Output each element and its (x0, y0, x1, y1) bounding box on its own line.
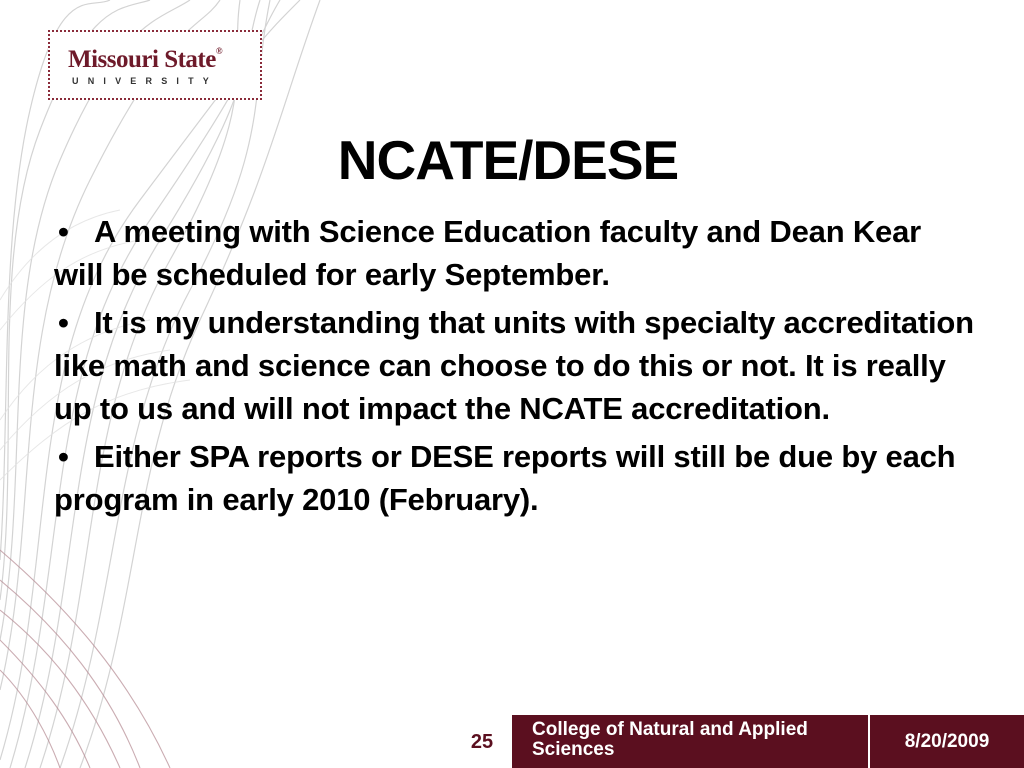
slide-title: NCATE/DESE (337, 129, 679, 191)
logo-subtitle: UNIVERSITY (72, 76, 219, 86)
bullet-item (54, 210, 974, 296)
bullet-list (54, 210, 974, 526)
bullet-item (54, 435, 974, 521)
college-name: College of Natural and Applied Sciences (532, 719, 808, 760)
bullet-marker: • (58, 439, 69, 474)
page-number: 25 (470, 731, 494, 753)
bullet-text: It is my understanding that units with specialty accreditation like math and science can choose to do this or not. It is really up to us and will not impact the NCATE accreditation. (54, 305, 974, 426)
bullet-text: A meeting with Science Education faculty and Dean Kear will be scheduled for early September. (54, 214, 921, 292)
bullet-text: Either SPA reports or DESE reports will still be due by each program in early 2010 (February). (54, 439, 956, 517)
slide-date: 8/20/2009 (904, 731, 990, 752)
bullet-marker: • (58, 305, 69, 340)
logo-wordmark: Missouri State® (68, 46, 223, 73)
bullet-marker: • (58, 214, 69, 249)
slide-footer (0, 715, 1024, 768)
university-logo (48, 30, 262, 100)
footer-bar (512, 715, 1024, 768)
bullet-item (54, 301, 974, 430)
